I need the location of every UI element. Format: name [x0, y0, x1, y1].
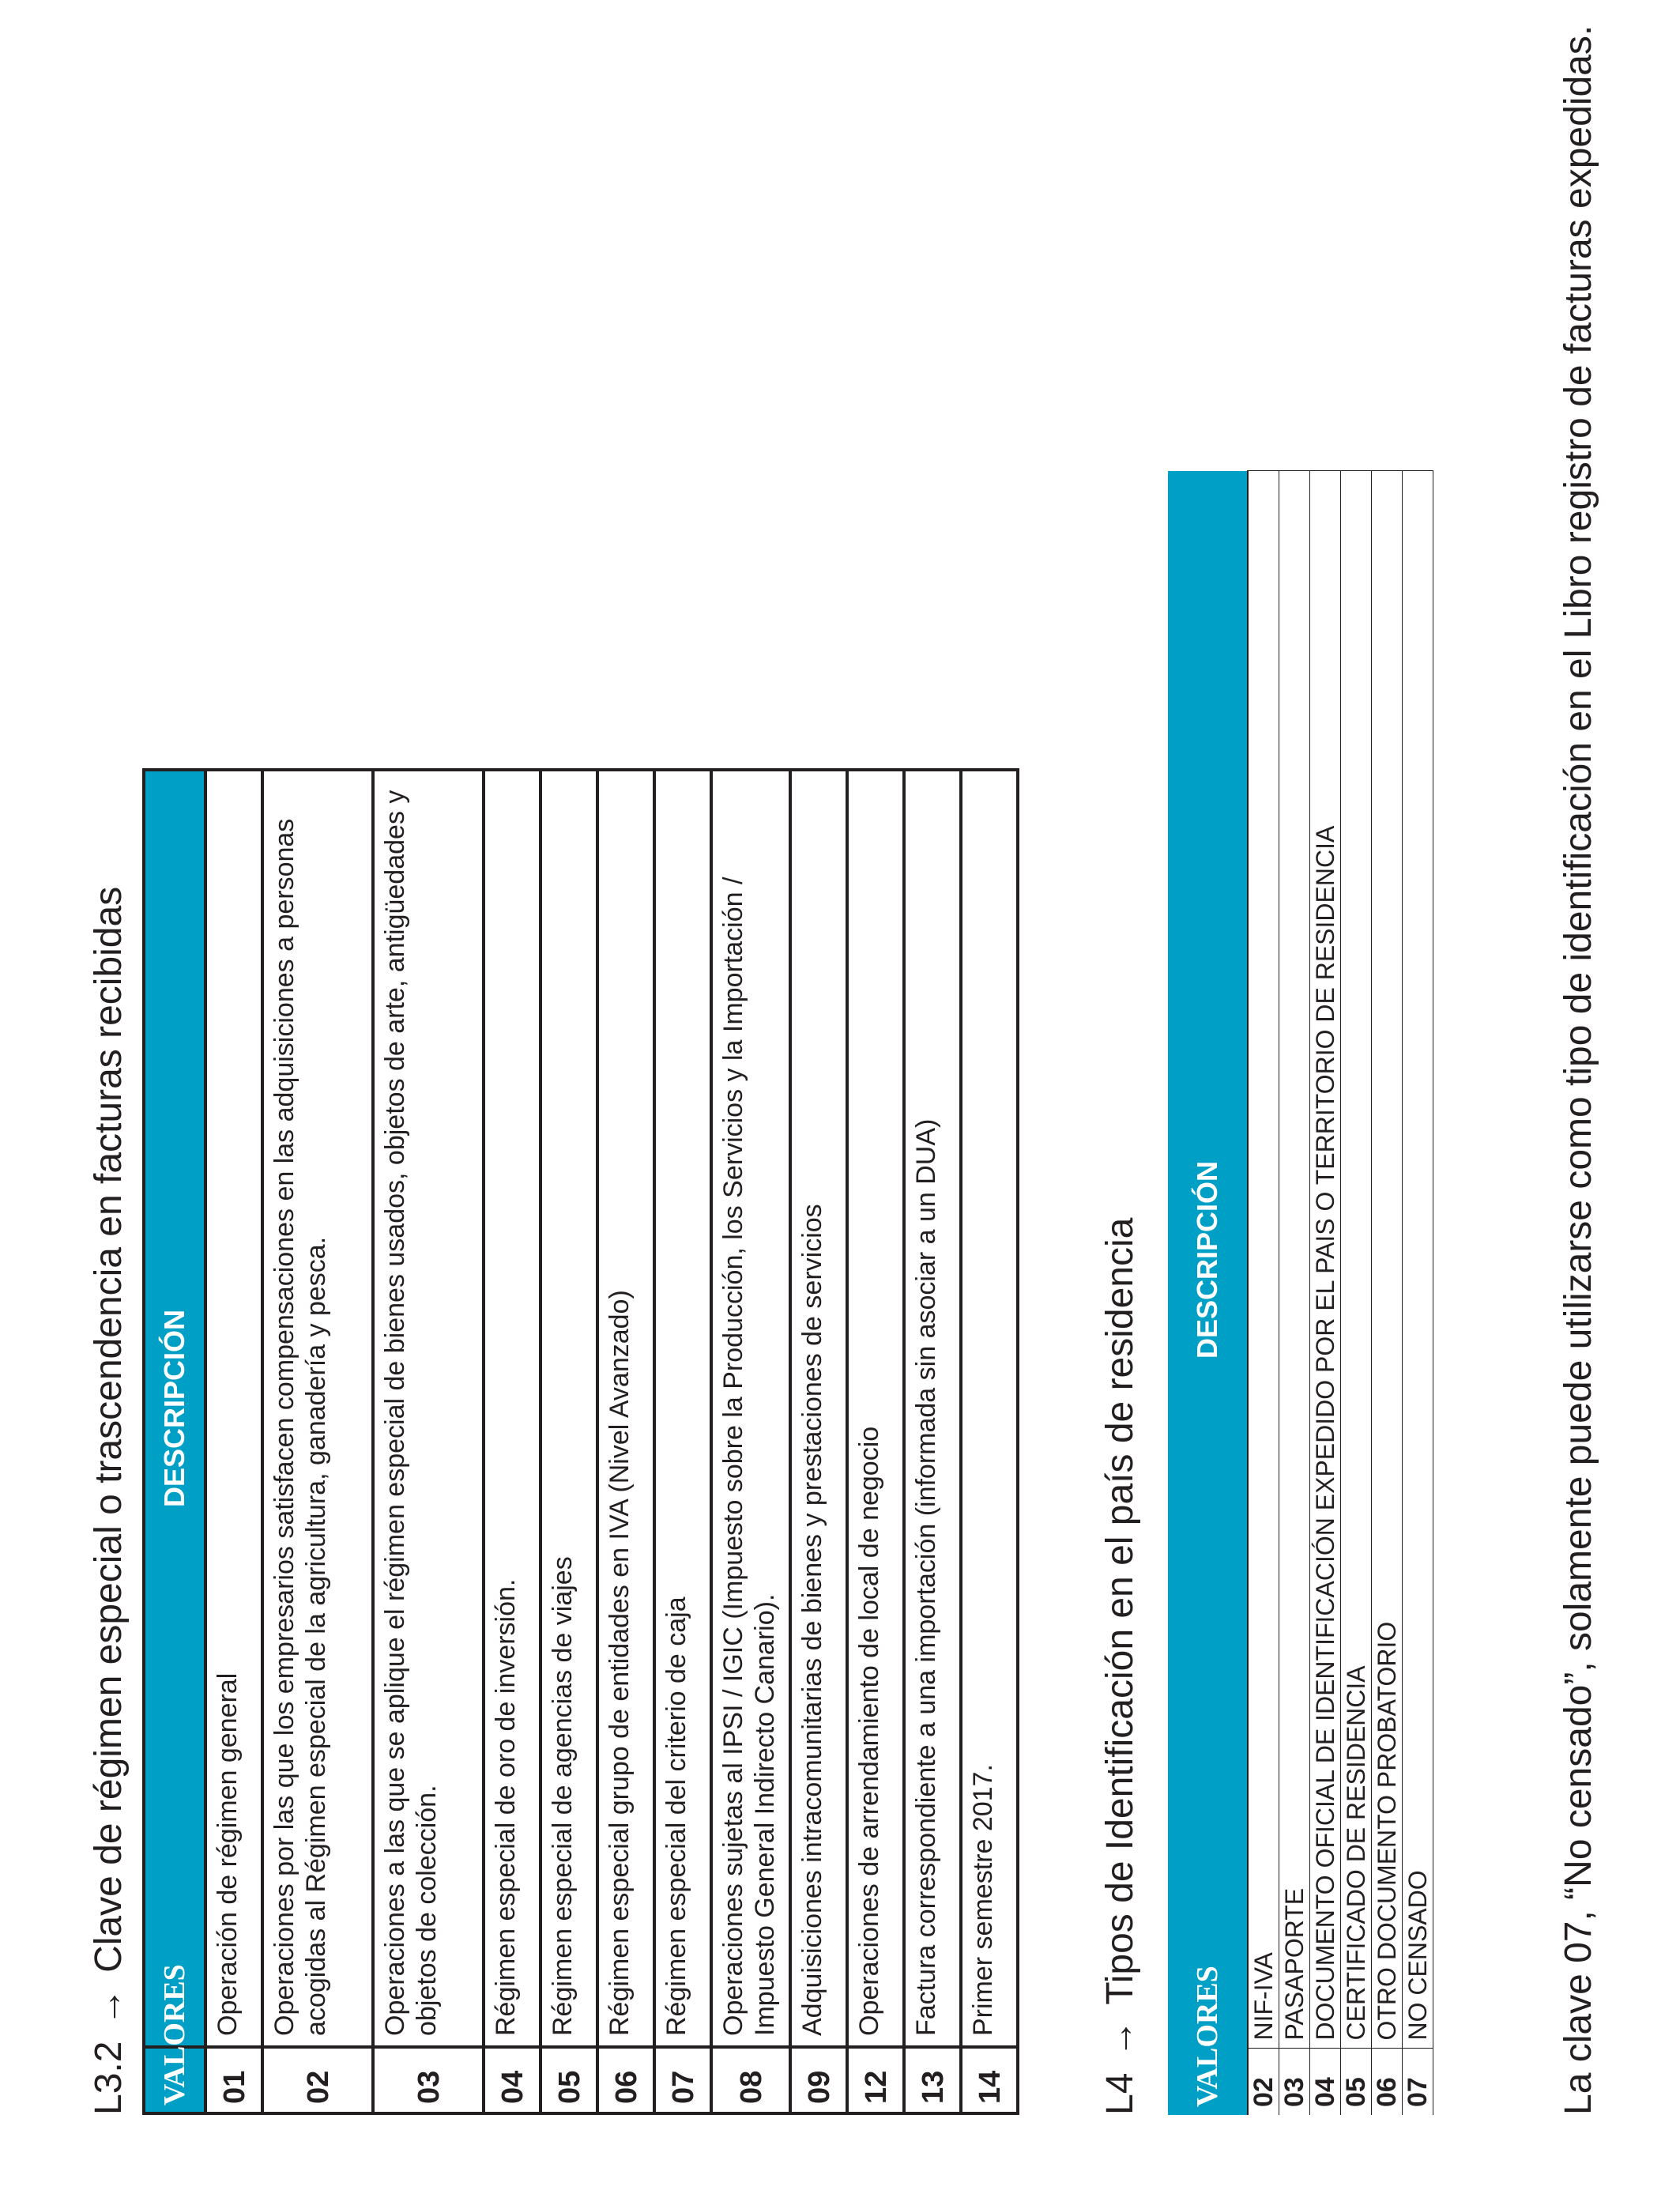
row-description: Régimen especial del criterio de caja — [654, 770, 711, 2047]
row-code: 02 — [1248, 2049, 1279, 2115]
l32-table — [142, 768, 1019, 2115]
row-code: 04 — [1310, 2049, 1341, 2115]
row-code: 14 — [961, 2047, 1018, 2113]
row-description: Operaciones a las que se aplique el régimen especial de bienes usados, objetos de arte, antigüedades y objetos de colección. — [373, 770, 484, 2047]
l32-col-description: DESCRIPCIÓN — [144, 770, 205, 2047]
row-description: PASAPORTE — [1279, 471, 1310, 2049]
row-code: 05 — [541, 2047, 597, 2113]
table-row — [484, 770, 541, 2113]
row-code: 05 — [1341, 2049, 1372, 2115]
table-row — [262, 770, 373, 2113]
row-description: NO CENSADO — [1403, 471, 1433, 2049]
l4-col-values — [1168, 2049, 1248, 2115]
table-row — [1403, 471, 1433, 2115]
table-row — [904, 770, 961, 2113]
row-description: Régimen especial de agencias de viajes — [541, 770, 597, 2047]
row-code: 03 — [1279, 2049, 1310, 2115]
row-code: 08 — [711, 2047, 790, 2113]
l32-title — [87, 887, 130, 2115]
row-code: 01 — [205, 2047, 262, 2113]
table-row — [654, 770, 711, 2113]
row-code: 07 — [1403, 2049, 1433, 2115]
table-row — [1341, 471, 1372, 2115]
row-description: Operaciones sujetas al IPSI / IGIC (Impuesto sobre la Producción, los Servicios y la Importación / Impuesto General Indirecto Canario). — [711, 770, 790, 2047]
table-row — [790, 770, 847, 2113]
table-row — [711, 770, 790, 2113]
l4-title-text: Tipos de Identificación en el país de residencia — [1099, 1217, 1141, 2005]
l32-title-prefix: L3.2 — [88, 2041, 130, 2115]
l4-col-description: DESCRIPCIÓN — [1168, 471, 1248, 2049]
row-description: Régimen especial de oro de inversión. — [484, 770, 541, 2047]
table-row — [597, 770, 654, 2113]
row-description: Primer semestre 2017. — [961, 770, 1018, 2047]
l32-header-row — [144, 770, 205, 2113]
row-description: OTRO DOCUMENTO PROBATORIO — [1372, 471, 1403, 2049]
row-code: 06 — [1372, 2049, 1403, 2115]
table-row — [205, 770, 262, 2113]
table-row — [1248, 471, 1279, 2115]
table-row — [847, 770, 904, 2113]
row-description: NIF-IVA — [1248, 471, 1279, 2049]
l4-header-row — [1168, 471, 1248, 2115]
arrow-right-icon: → — [1099, 2019, 1141, 2058]
table-row — [373, 770, 484, 2113]
row-code: 03 — [373, 2047, 484, 2113]
row-description: Operaciones de arrendamiento de local de negocio — [847, 770, 904, 2047]
row-description: Adquisiciones intracomunitarias de bienes y prestaciones de servicios — [790, 770, 847, 2047]
table-row — [1372, 471, 1403, 2115]
row-code: 07 — [654, 2047, 711, 2113]
row-code: 09 — [790, 2047, 847, 2113]
row-description: Operaciones por las que los empresarios satisfacen compensaciones en las adquisiciones a personas acogidas al Régimen especial de la agricultura, ganadería y pesca. — [262, 770, 373, 2047]
row-description: Factura correspondiente a una importación (informada sin asociar a un DUA) — [904, 770, 961, 2047]
row-code: 12 — [847, 2047, 904, 2113]
row-code: 04 — [484, 2047, 541, 2113]
table-row — [1279, 471, 1310, 2115]
l4-title-prefix: L4 — [1099, 2072, 1141, 2115]
row-code: 06 — [597, 2047, 654, 2113]
footer-note: La clave 07, “No censado”, solamente puede utilizarse como tipo de identificación en el Libro registro de facturas expedidas. — [1558, 25, 1599, 2115]
table-row — [961, 770, 1018, 2113]
table-row — [541, 770, 597, 2113]
l32-col-values — [144, 2047, 205, 2113]
arrow-right-icon: → — [88, 1988, 130, 2026]
table-row — [1310, 471, 1341, 2115]
row-description: Régimen especial grupo de entidades en IVA (Nivel Avanzado) — [597, 770, 654, 2047]
row-description: Operación de régimen general — [205, 770, 262, 2047]
row-code: 13 — [904, 2047, 961, 2113]
l4-title — [1098, 1218, 1142, 2115]
row-description: DOCUMENTO OFICIAL DE IDENTIFICACIÓN EXPEDIDO POR EL PAIS O TERRITORIO DE RESIDENCIA — [1310, 471, 1341, 2049]
row-code: 02 — [262, 2047, 373, 2113]
row-description: CERTIFICADO DE RESIDENCIA — [1341, 471, 1372, 2049]
l4-table — [1168, 471, 1433, 2116]
l32-title-text: Clave de régimen especial o trascendencia en facturas recibidas — [88, 886, 130, 1973]
